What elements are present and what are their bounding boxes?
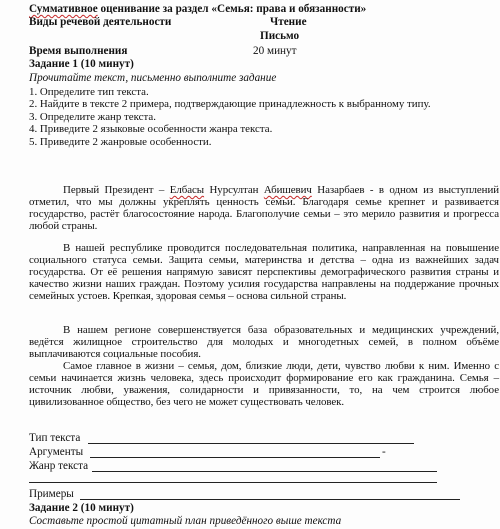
answer-blank-line [29,482,437,483]
answer-arguments-line [90,457,380,458]
p1-part-b: Нурсултан [204,184,264,196]
task2-heading: Задание 2 (10 минут) [29,502,134,514]
answer-genre-line [92,471,437,472]
activity-writing: Письмо [260,30,300,42]
text-paragraph-2: В нашей республике проводится последовательная политика, направленная на повышение социального статуса семьи. Защита семьи, материнства и детства – одна из важнейших задач государства. От её решения напрямую зависят перспективы демографического развития страны и качество жизни наших граждан. Поэтому усилия государства направлены на поддержание прочных семейных устоев. Крепкая, здоровая семья – основа сильной страны. [29,242,499,302]
time-value: 20 минут [253,45,297,57]
p1-name-elbasy: Елбасы [169,184,205,196]
activity-reading: Чтение [270,16,307,28]
text-paragraph-4: Самое главное в жизни – семья, дом, близкие люди, дети, чувство любви к ним. Именно с семьи начинается жизнь человека, здесь происходит формирование его как гражданина. Семья – источник любви, уважения, солидарности и привязанности, то, на чем строится любое цивилизованное общество, без чего не может существовать человек. [29,360,499,408]
task1-list [29,86,431,148]
text-paragraph-3: В нашем регионе совершенствуется база образовательных и медицинских учреждений, ведётся жилищное строительство для молодых и многодетных семей, в полном объёме выплачиваются социальные пособия. [29,324,499,360]
answer-type-line [88,443,414,444]
answer-genre-label: Жанр текста [29,460,89,472]
p1-name-abishevich: Абишевич [263,184,312,196]
task1-item: 3. Определите жанр текста. [29,110,156,123]
p1-part-a: Первый Президент – [63,184,170,196]
answer-examples-line [80,499,460,500]
answer-arguments-label: Аргументы [29,446,84,458]
activity-label: Виды речевой деятельности [29,16,172,28]
task2-instruction: Составьте простой цитатный план приведённого выше текста [29,515,342,527]
task1-heading: Задание 1 (10 минут) [29,58,134,70]
p1-part-c: Назарбаев - в одном из выступлений отметил, что мы должны укреплять ценность семьи. Благодаря семье крепнет и развивается государство, растёт благосостояние народа. Благополучие семьи – это мерило развития и прогресса любой страны. [29,184,500,232]
answer-examples-label: Примеры [29,488,74,500]
title-first-word: Суммативное [29,3,98,15]
title-rest: оценивание за раздел «Семья: права и обязанности» [97,3,367,15]
task1-item: 5. Приведите 2 жанровые особенности. [29,135,212,148]
page-title [29,3,366,15]
time-label: Время выполнения [29,45,128,57]
text-paragraph-1 [29,184,499,232]
task1-instruction: Прочитайте текст, письменно выполните задание [29,72,277,84]
answer-type-label: Тип текста [29,432,81,444]
task1-item: 1. Определите тип текста. [29,86,149,98]
answer-arguments-dash: - [382,446,386,458]
task1-item: 2. Найдите в тексте 2 примера, подтверждающие принадлежность к выбранному типу. [29,98,431,111]
task1-item: 4. Приведите 2 языковые особенности жанра текста. [29,123,273,136]
